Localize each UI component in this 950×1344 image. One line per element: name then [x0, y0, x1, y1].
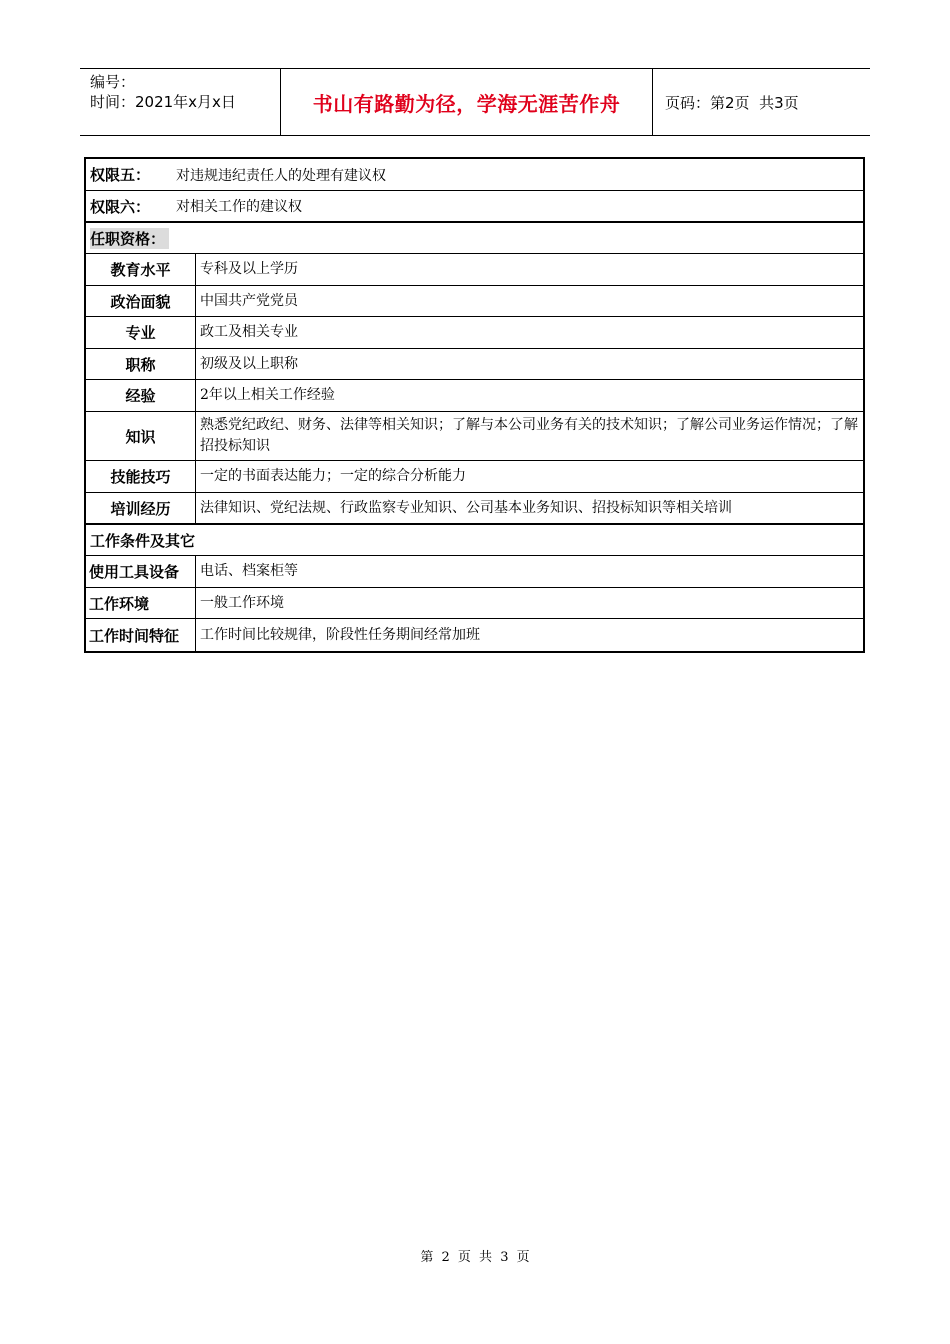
- section-title: 工作条件及其它: [90, 531, 196, 550]
- qualifications-section-title: [86, 223, 863, 254]
- row-value: 2年以上相关工作经验: [200, 387, 335, 403]
- time-label: 时间：2021年x月x日: [90, 93, 236, 111]
- row-label: 技能技巧: [86, 461, 196, 492]
- row-label: 工作时间特征: [86, 619, 196, 651]
- cond-row-environment: [86, 588, 863, 619]
- conditions-section-title: [86, 525, 863, 556]
- row-value: 专科及以上学历: [200, 261, 298, 277]
- row-value: 中国共产党党员: [200, 292, 298, 309]
- job-description-table: [84, 157, 865, 653]
- row-value: 一定的书面表达能力；一定的综合分析能力: [200, 468, 466, 484]
- row-label: 工作环境: [86, 588, 196, 618]
- row-value: 一般工作环境: [200, 594, 284, 611]
- row-label: 专业: [86, 317, 196, 348]
- page-footer: 第 2 页 共 3 页: [420, 1250, 530, 1265]
- row-value: 法律知识、党纪法规、行政监察专业知识、公司基本业务知识、招投标知识等相关培训: [200, 499, 732, 516]
- qual-row-experience: [86, 380, 863, 412]
- header-meta: [80, 69, 281, 135]
- row-value: 电话、档案柜等: [200, 563, 298, 579]
- header-page-info: 页码：第2页 共3页: [665, 93, 799, 112]
- cond-row-tools: [86, 556, 863, 588]
- row-value: 初级及以上职称: [200, 355, 298, 372]
- row-label: 经验: [86, 380, 196, 411]
- row-label: 教育水平: [86, 254, 196, 285]
- page-header: [80, 68, 870, 136]
- row-value: 熟悉党纪政纪、财务、法律等相关知识；了解与本公司业务有关的技术知识；了解公司业务运作情况；了解招投标知识: [200, 417, 858, 454]
- row-label: 政治面貌: [86, 286, 196, 316]
- row-label: 职称: [86, 349, 196, 379]
- row-value: 工作时间比较规律，阶段性任务期间经常加班: [200, 626, 480, 643]
- header-motto: 书山有路勤为径，学海无涯苦作舟: [281, 69, 653, 135]
- authority-row-6: [86, 191, 863, 223]
- authority-row-5: [86, 159, 863, 191]
- authority-value: 对相关工作的建议权: [176, 199, 302, 215]
- section-title: 任职资格：: [90, 228, 169, 249]
- qual-row-title: [86, 349, 863, 380]
- authority-value: 对违规违纪责任人的处理有建议权: [176, 167, 386, 184]
- qual-row-political: [86, 286, 863, 317]
- qual-row-training: [86, 493, 863, 525]
- qual-row-major: [86, 317, 863, 349]
- row-label: 知识: [86, 412, 196, 460]
- cond-row-worktime: [86, 619, 863, 651]
- qual-row-knowledge: [86, 412, 863, 461]
- row-label: 使用工具设备: [86, 556, 196, 587]
- authority-label: 权限五：: [90, 166, 151, 184]
- qual-row-education: [86, 254, 863, 286]
- row-value: 政工及相关专业: [200, 324, 298, 340]
- row-label: 培训经历: [86, 493, 196, 523]
- authority-label: 权限六：: [90, 197, 151, 216]
- code-label: 编号：: [90, 73, 136, 91]
- qual-row-skills: [86, 461, 863, 493]
